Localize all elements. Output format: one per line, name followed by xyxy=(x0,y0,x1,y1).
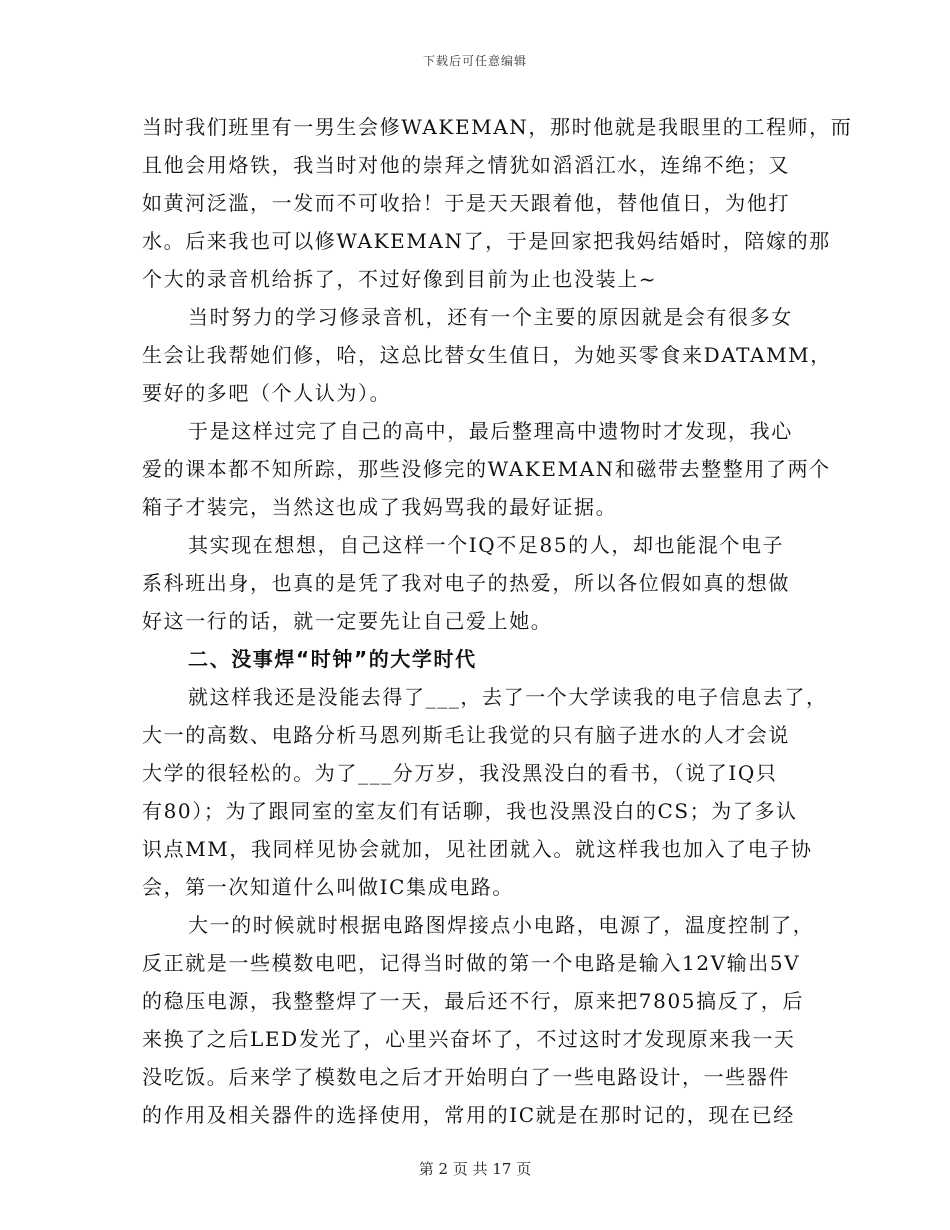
paragraph-first-line: 其实现在想想，自己这样一个IQ不足85的人，却也能混个电子 xyxy=(188,533,785,557)
text-line: 反正就是一些模数电吧，记得当时做的第一个电路是输入12V输出5V xyxy=(142,951,801,975)
text-line: 箱子才装完，当然这也成了我妈骂我的最好证据。 xyxy=(142,495,618,519)
paragraph-first-line: 当时努力的学习修录音机，还有一个主要的原因就是会有很多女 xyxy=(188,305,793,329)
paragraph-first-line: 大一的时候就时根据电路图焊接点小电路，电源了，温度控制了， xyxy=(188,913,815,937)
text-line: 水。后来我也可以修WAKEMAN了，于是回家把我妈结婚时，陪嫁的那 xyxy=(142,229,831,253)
text-line: 来换了之后LED发光了，心里兴奋坏了，不过这时才发现原来我一天 xyxy=(142,1027,796,1051)
document-body xyxy=(142,108,853,1134)
text-line: 如黄河泛滥，一发而不可收拾！于是天天跟着他，替他值日，为他打 xyxy=(142,191,790,215)
paragraph-first-line: 就这样我还是没能去得了___，去了一个大学读我的电子信息去了， xyxy=(188,685,828,709)
text-line: 大一的高数、电路分析马恩列斯毛让我觉的只有脑子进水的人才会说 xyxy=(142,723,790,747)
section-heading: 二、没事焊“时钟”的大学时代 xyxy=(188,647,477,671)
text-line: 会，第一次知道什么叫做IC集成电路。 xyxy=(142,875,515,899)
text-line: 系科班出身，也真的是凭了我对电子的热爱，所以各位假如真的想做 xyxy=(142,571,790,595)
text-line: 且他会用烙铁，我当时对他的崇拜之情犹如滔滔江水，连绵不绝；又 xyxy=(142,153,790,177)
text-line: 的稳压电源，我整整焊了一天，最后还不行，原来把7805搞反了，后 xyxy=(142,989,805,1013)
page-header: 下载后可任意编辑 xyxy=(422,54,527,68)
text-line: 生会让我帮她们修，哈，这总比替女生值日，为她买零食来DATAMM， xyxy=(142,343,832,367)
text-line: 好这一行的话，就一定要先让自己爱上她。 xyxy=(142,609,553,633)
page-number: 第 2 页 共 17 页 xyxy=(418,1160,532,1178)
text-line: 有80）；为了跟同室的室友们有话聊，我也没黑没白的CS；为了多认 xyxy=(142,799,798,823)
text-line: 个大的录音机给拆了，不过好像到目前为止也没装上~ xyxy=(142,267,658,291)
text-line: 的作用及相关器件的选择使用，常用的IC就是在那时记的，现在已经 xyxy=(142,1103,795,1127)
text-line: 识点MM，我同样见协会就加，见社团就入。就这样我也加入了电子协 xyxy=(142,837,813,861)
text-line: 当时我们班里有一男生会修WAKEMAN，那时他就是我眼里的工程师，而 xyxy=(142,115,853,139)
text-line: 要好的多吧（个人认为）。 xyxy=(142,381,392,405)
text-line: 爱的课本都不知所踪，那些没修完的WAKEMAN和磁带去整整用了两个 xyxy=(142,457,831,481)
paragraph-first-line: 于是这样过完了自己的高中，最后整理高中遗物时才发现，我心 xyxy=(188,419,793,443)
text-line: 大学的很轻松的。为了___分万岁，我没黑没白的看书，（说了IQ只 xyxy=(142,761,778,785)
text-line: 没吃饭。后来学了模数电之后才开始明白了一些电路设计，一些器件 xyxy=(142,1065,790,1089)
